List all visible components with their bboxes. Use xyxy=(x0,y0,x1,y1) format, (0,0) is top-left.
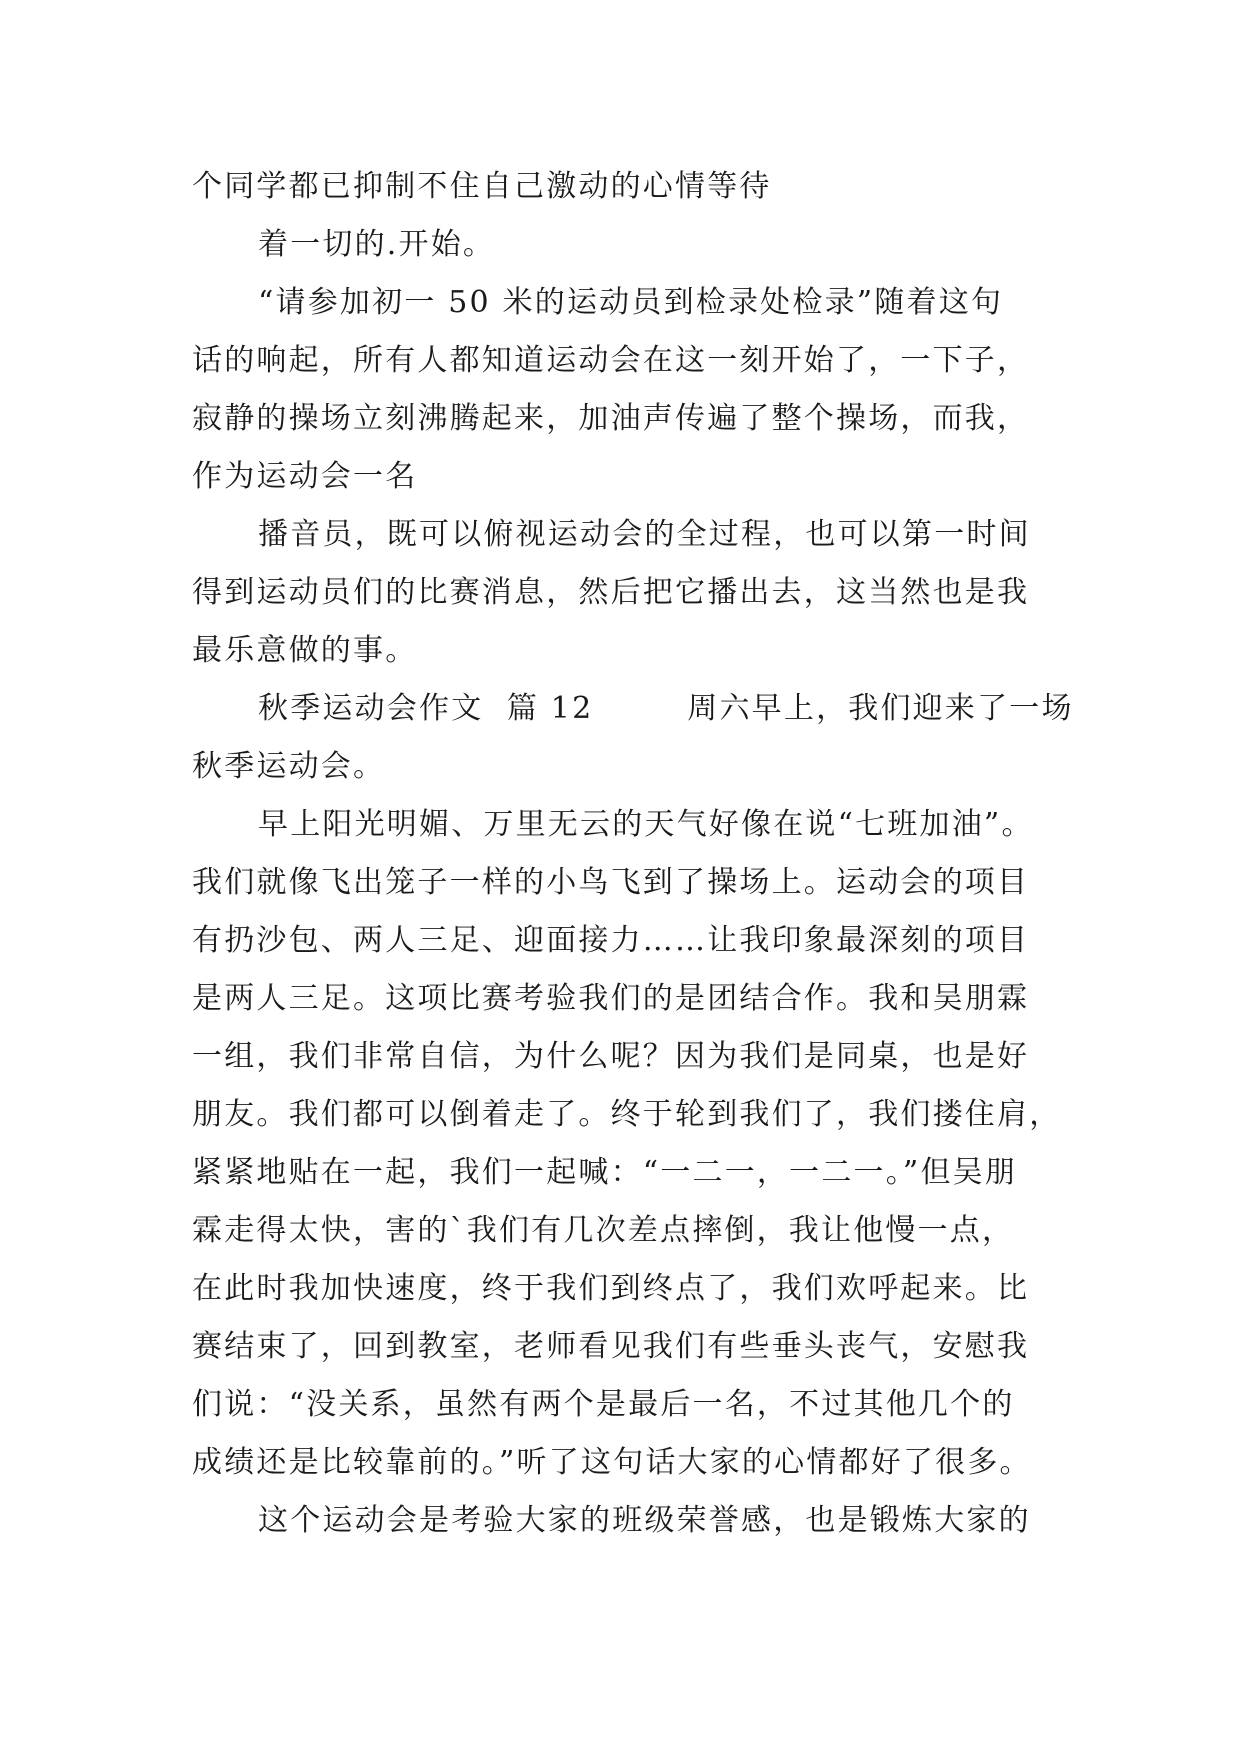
text-line: 霖走得太快，害的`我们有几次差点摔倒，我让他慢一点， xyxy=(192,1213,1015,1248)
text-line: 赛结束了，回到教室，老师看见我们有些垂头丧气，安慰我 xyxy=(192,1329,1030,1364)
text-line: 是两人三足。这项比赛考验我们的是团结合作。我和吴朋霖 xyxy=(192,981,1030,1016)
text-line: 得到运动员们的比赛消息，然后把它播出去，这当然也是我 xyxy=(192,575,1030,610)
text-line: 紧紧地贴在一起，我们一起喊：“一二一，一二一。”但吴朋 xyxy=(192,1155,1018,1190)
text-line: 有扔沙包、两人三足、迎面接力……让我印象最深刻的项目 xyxy=(192,923,1030,958)
text-line: 寂静的操场立刻沸腾起来，加油声传遍了整个操场，而我， xyxy=(192,401,1030,436)
section-heading-line: 秋季运动会作文 篇 12 周六早上，我们迎来了一场 xyxy=(258,691,1074,726)
text-line: “请参加初一 50 米的运动员到检录处检录”随着这句 xyxy=(258,285,1004,320)
text-line: 着一切的.开始。 xyxy=(258,227,496,262)
text-line: 早上阳光明媚、万里无云的天气好像在说“七班加油”。 xyxy=(258,807,1034,842)
text-line: 朋友。我们都可以倒着走了。终于轮到我们了，我们搂住肩， xyxy=(192,1097,1062,1132)
text-line: 播音员，既可以俯视运动会的全过程，也可以第一时间 xyxy=(258,517,1031,552)
body-text xyxy=(192,158,1072,1550)
text-line: 作为运动会一名 xyxy=(192,459,418,494)
text-line: 在此时我加快速度，终于我们到终点了，我们欢呼起来。比 xyxy=(192,1271,1030,1306)
text-line: 成绩还是比较靠前的。”听了这句话大家的心情都好了很多。 xyxy=(192,1445,1032,1480)
text-line: 秋季运动会。 xyxy=(192,749,386,784)
text-line: 最乐意做的事。 xyxy=(192,633,418,668)
text-line: 们说：“没关系，虽然有两个是最后一名，不过其他几个的 xyxy=(192,1387,1015,1422)
text-line: 话的响起，所有人都知道运动会在这一刻开始了，一下子， xyxy=(192,343,1030,378)
text-line: 这个运动会是考验大家的班级荣誉感，也是锻炼大家的 xyxy=(258,1503,1031,1538)
text-line: 一组，我们非常自信，为什么呢？因为我们是同桌，也是好 xyxy=(192,1039,1030,1074)
text-line: 个同学都已抑制不住自己激动的心情等待 xyxy=(192,169,772,204)
text-line: 我们就像飞出笼子一样的小鸟飞到了操场上。运动会的项目 xyxy=(192,865,1030,900)
